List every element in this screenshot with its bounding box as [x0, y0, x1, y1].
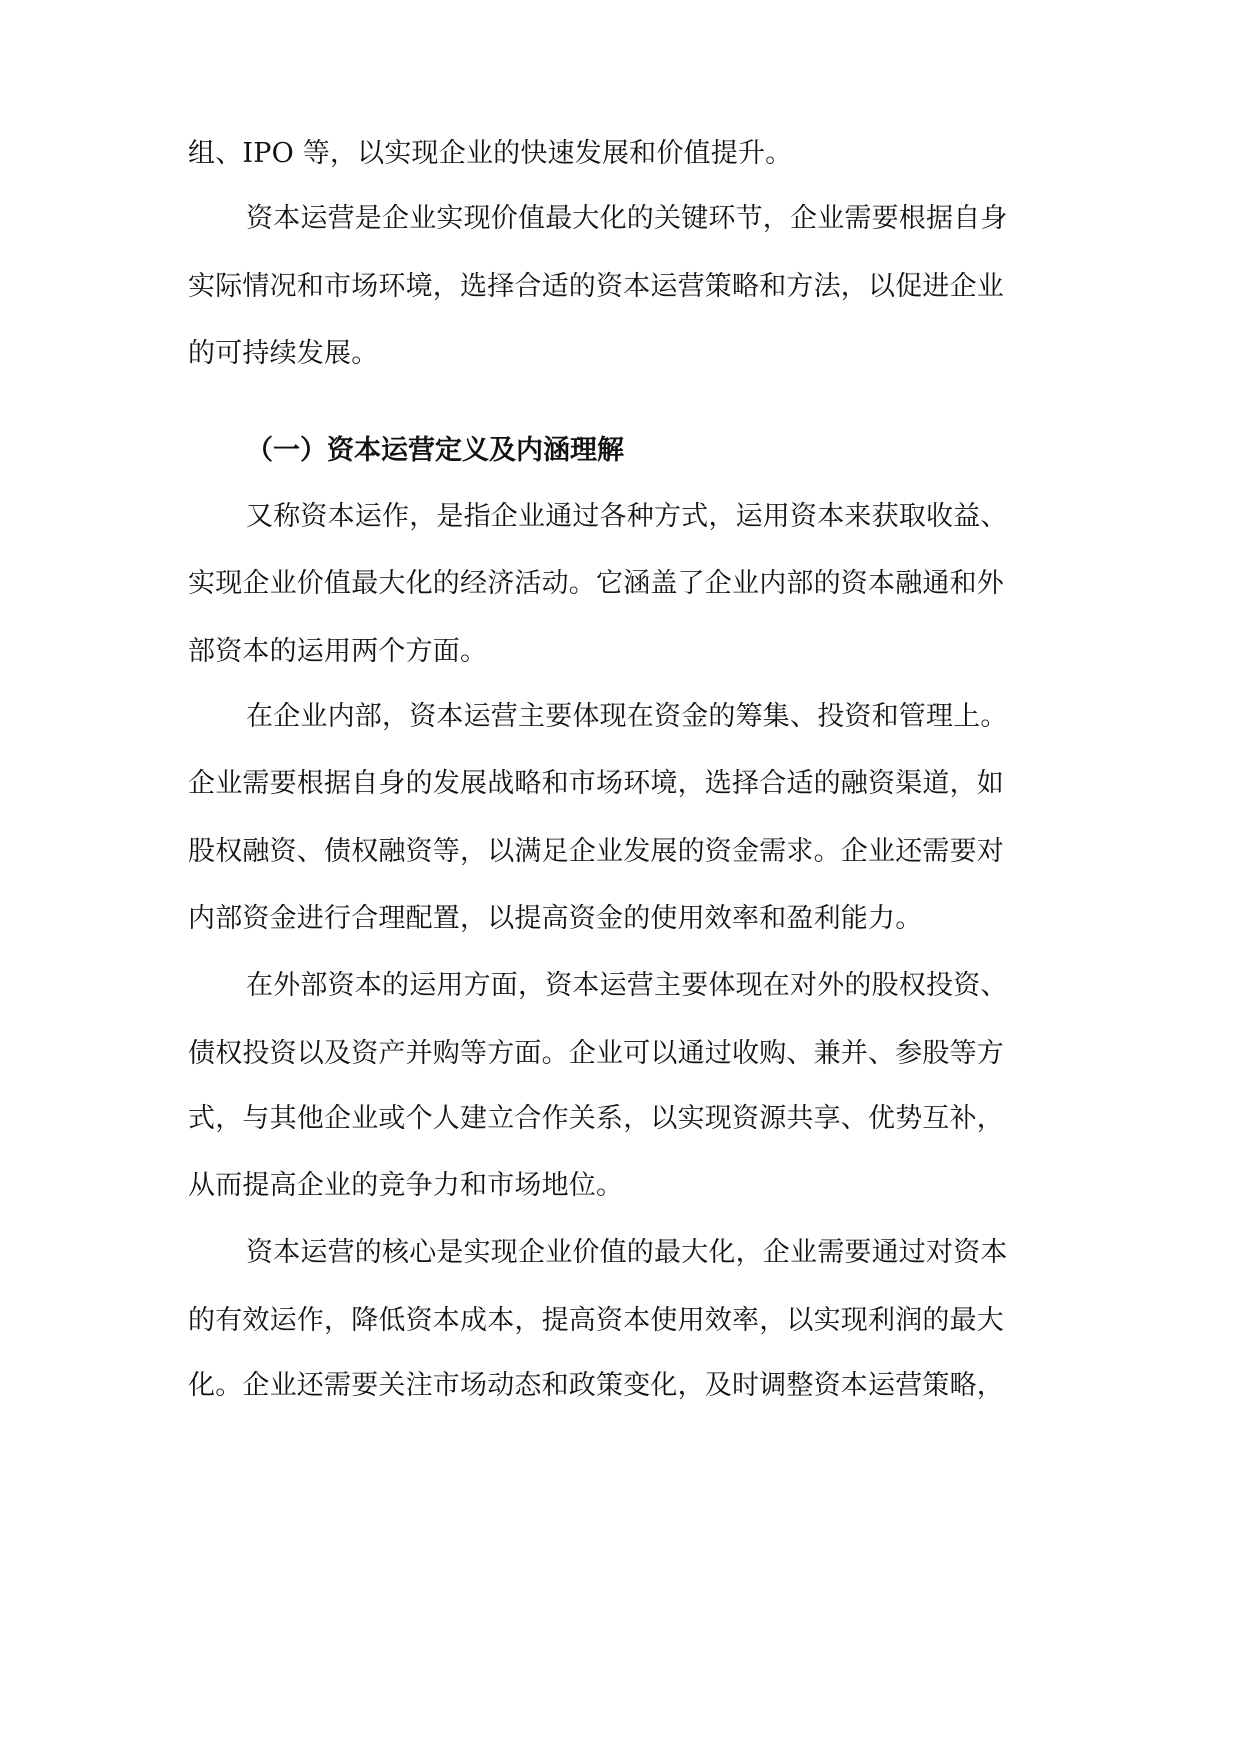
paragraph-3-line-3: 部资本的运用两个方面。 [188, 636, 488, 667]
paragraph-6-line-3: 化。企业还需要关注市场动态和政策变化，及时调整资本运营策略， [188, 1370, 1004, 1401]
paragraph-5-line-2: 债权投资以及资产并购等方面。企业可以通过收购、兼并、参股等方 [188, 1038, 1004, 1069]
paragraph-3-line-2: 实现企业价值最大化的经济活动。它涵盖了企业内部的资本融通和外 [188, 568, 1004, 599]
paragraph-3-line-1: 又称资本运作，是指企业通过各种方式，运用资本来获取收益、 [246, 501, 1008, 532]
paragraph-2-line-2: 实际情况和市场环境，选择合适的资本运营策略和方法，以促进企业 [188, 271, 1004, 302]
paragraph-2-line-3: 的可持续发展。 [188, 338, 379, 369]
paragraph-6-line-2: 的有效运作，降低资本成本，提高资本使用效率，以实现利润的最大 [188, 1305, 1004, 1336]
paragraph-4-line-1: 在企业内部，资本运营主要体现在资金的筹集、投资和管理上。 [246, 701, 1008, 732]
paragraph-5-line-4: 从而提高企业的竞争力和市场地位。 [188, 1170, 624, 1201]
paragraph-5-line-1: 在外部资本的运用方面，资本运营主要体现在对外的股权投资、 [246, 970, 1008, 1001]
paragraph-4-line-2: 企业需要根据自身的发展战略和市场环境，选择合适的融资渠道，如 [188, 768, 1004, 799]
paragraph-4-line-4: 内部资金进行合理配置，以提高资金的使用效率和盈利能力。 [188, 903, 923, 934]
paragraph-5-line-3: 式，与其他企业或个人建立合作关系，以实现资源共享、优势互补， [188, 1103, 1004, 1134]
section-heading: （一）资本运营定义及内涵理解 [246, 435, 624, 466]
paragraph-6-line-1: 资本运营的核心是实现企业价值的最大化，企业需要通过对资本 [246, 1237, 1008, 1268]
paragraph-1-line-1: 组、IPO 等，以实现企业的快速发展和价值提升。 [188, 138, 793, 169]
paragraph-2-line-1: 资本运营是企业实现价值最大化的关键环节，企业需要根据自身 [246, 203, 1008, 234]
paragraph-4-line-3: 股权融资、债权融资等，以满足企业发展的资金需求。企业还需要对 [188, 836, 1004, 867]
